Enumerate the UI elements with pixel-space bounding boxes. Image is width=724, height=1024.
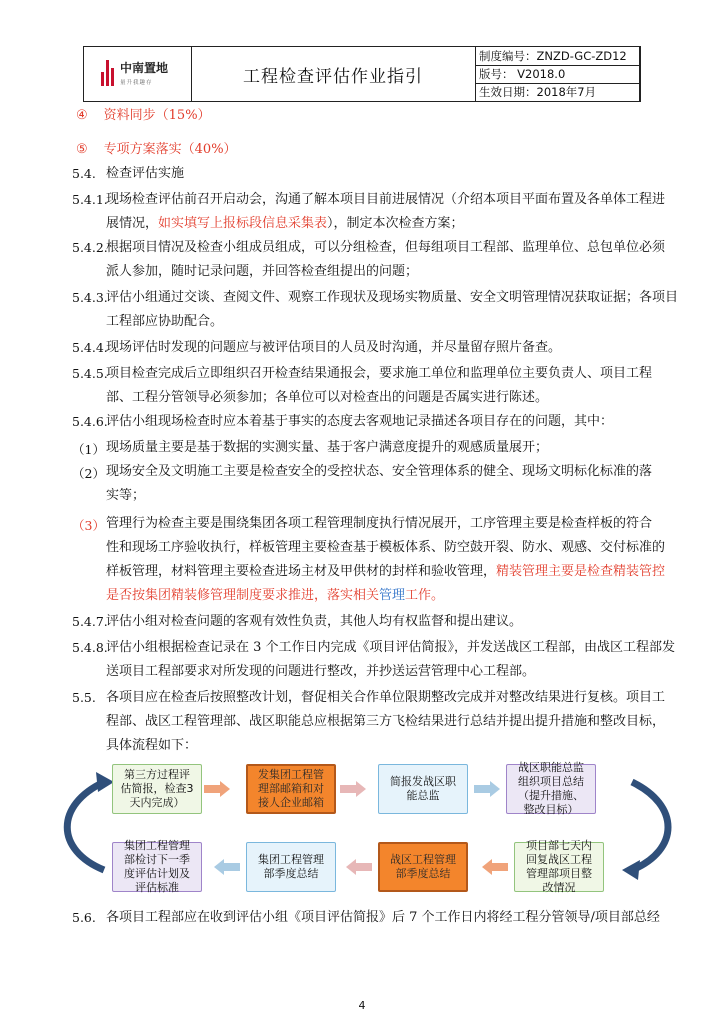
section-number: 5.4.6. (72, 414, 108, 429)
loop-arrow-left (67, 782, 104, 870)
section-heading: 检查评估实施 (106, 166, 185, 181)
paragraph-line: 管理行为检查主要是围绕集团各项工程管理制度执行情况展开，工序管理主要是检查样板的符合 (106, 516, 653, 531)
flow-step-3: 简报发战区职能总监 (378, 764, 468, 814)
paragraph-line: 评估小组通过交谈、查阅文件、观察工作现状及现场实物质量、安全文明管理情况获取证据；各项目 (106, 290, 679, 305)
flow-arrow (340, 781, 366, 797)
logo-icon (101, 60, 115, 86)
section-number: 5.4.4. (72, 340, 108, 355)
flow-step-7: 集团工程管理部季度总结 (246, 842, 336, 892)
paragraph-line: 各项目应在检查后按照整改计划，督促相关合作单位限期整改完成并对整改结果进行复核。项目工 (106, 690, 666, 705)
paragraph-line: 派人参加，随时记录问题，并回答检查组提出的问题； (106, 264, 419, 279)
list-number: （2） (72, 466, 105, 481)
section-number: 5.4.2. (72, 240, 108, 255)
paragraph-line: 工程部应协助配合。 (106, 314, 224, 329)
flow-step-8: 集团工程管理部检讨下一季度评估计划及评估标准 (112, 842, 202, 892)
flow-step-5: 项目部七天内回复战区工程管理部项目整改情况 (514, 842, 604, 892)
item-5: ⑤ 专项方案落实（40%） (76, 142, 237, 157)
section-number: 5.4. (72, 166, 96, 181)
flow-arrow (214, 859, 240, 875)
section-number: 5.4.5. (72, 366, 108, 381)
paragraph-line: 现场评估时发现的问题应与被评估项目的人员及时沟通，并尽量留存照片备查。 (106, 340, 562, 355)
paragraph-line: 现场质量主要是基于数据的实测实量、基于客户满意度提升的观感质量展开； (106, 440, 549, 455)
paragraph-line: 具体流程如下： (106, 738, 198, 753)
flow-step-6: 战区工程管理部季度总结 (378, 842, 468, 892)
logo: 中南置地 量升我趣存 (120, 61, 169, 86)
paragraph-line: 根据项目情况及检查小组成员组成，可以分组检查，但每组项目工程部、监理单位、总包单位必须 (106, 240, 666, 255)
section-number: 5.5. (72, 690, 96, 705)
document-info (475, 47, 640, 101)
paragraph-line: 评估小组现场检查时应本着基于事实的态度去客观地记录描述各项目存在的问题，其中： (106, 414, 614, 429)
flow-arrow (474, 781, 500, 797)
flow-step-1: 第三方过程评估简报，检查3天内完成） (112, 764, 202, 814)
section-number: 5.6. (72, 910, 96, 925)
paragraph-line: 性和现场工序验收执行，样板管理主要检查基于模板体系、防空鼓开裂、防水、观感、交付标准的 (106, 540, 666, 555)
flow-step-2: 发集团工程管理部邮箱和对接人企业邮箱 (246, 764, 336, 814)
list-number: （3） (72, 518, 105, 533)
paragraph-line: 样板管理，材料管理主要检查进场主材及甲供材的封样和验收管理，精装管理主要是检查精装管控 (106, 564, 666, 579)
flow-arrow (346, 859, 372, 875)
paragraph-line: 现场检查评估前召开启动会，沟通了解本项目目前进展情况（介绍本项目平面布置及各单体工程进 (106, 192, 666, 207)
doc-code: 制度编号：ZNZD-GC-ZD12 (475, 47, 639, 66)
loop-arrow-right (632, 782, 668, 870)
doc-version: 版号： V2018.0 (475, 65, 639, 84)
page-number: 4 (358, 999, 366, 1012)
paragraph-line: 项目检查完成后立即组织召开检查结果通报会，要求施工单位和监理单位主要负责人、项目工程 (106, 366, 653, 381)
paragraph-line: 评估小组对检查问题的客观有效性负责，其他人均有权监督和提出建议。 (106, 614, 523, 629)
flow-arrow (204, 781, 230, 797)
paragraph-line: 展情况，如实填写上报标段信息采集表），制定本次检查方案； (106, 216, 464, 231)
paragraph-line: 现场安全及文明施工主要是检查安全的受控状态、安全管理体系的健全、现场文明标化标准的落 (106, 464, 653, 479)
item-4: ④ 资料同步（15%） (76, 108, 211, 123)
paragraph-line: 送项目工程部要求对所发现的问题进行整改，并抄送运营管理中心工程部。 (106, 664, 536, 679)
logo-cell (84, 47, 192, 101)
flow-step-4: 战区职能总监组织项目总结（提升措施、整改目标） (506, 764, 596, 814)
doc-date: 生效日期：2018年7月 (479, 85, 597, 99)
paragraph-line: 评估小组根据检查记录在 3 个工作日内完成《项目评估简报》，并发送战区工程部，由战区工程部发 (106, 640, 676, 655)
section-number: 5.4.3. (72, 290, 108, 305)
document-header (83, 46, 641, 102)
paragraph-line: 是否按集团精装修管理制度要求推进，落实相关管理工作。 (106, 588, 445, 603)
paragraph-line: 部、工程分管领导必须参加；各单位可以对检查出的问题是否属实进行陈述。 (106, 390, 549, 405)
paragraph-line: 程部、战区工程管理部、战区职能总应根据第三方飞检结果进行总结并提出提升措施和整改目标， (106, 714, 666, 729)
flow-arrow (482, 859, 508, 875)
section-number: 5.4.7. (72, 614, 108, 629)
list-number: （1） (72, 442, 105, 457)
paragraph-line: 各项目工程部应在收到评估小组《项目评估简报》后 7 个工作日内将经工程分管领导/项目部总经 (106, 910, 660, 925)
paragraph-line: 实等； (106, 488, 146, 503)
document-title: 工程检查评估作业指引 (191, 47, 476, 101)
section-number: 5.4.8. (72, 640, 108, 655)
section-number: 5.4.1. (72, 192, 108, 207)
